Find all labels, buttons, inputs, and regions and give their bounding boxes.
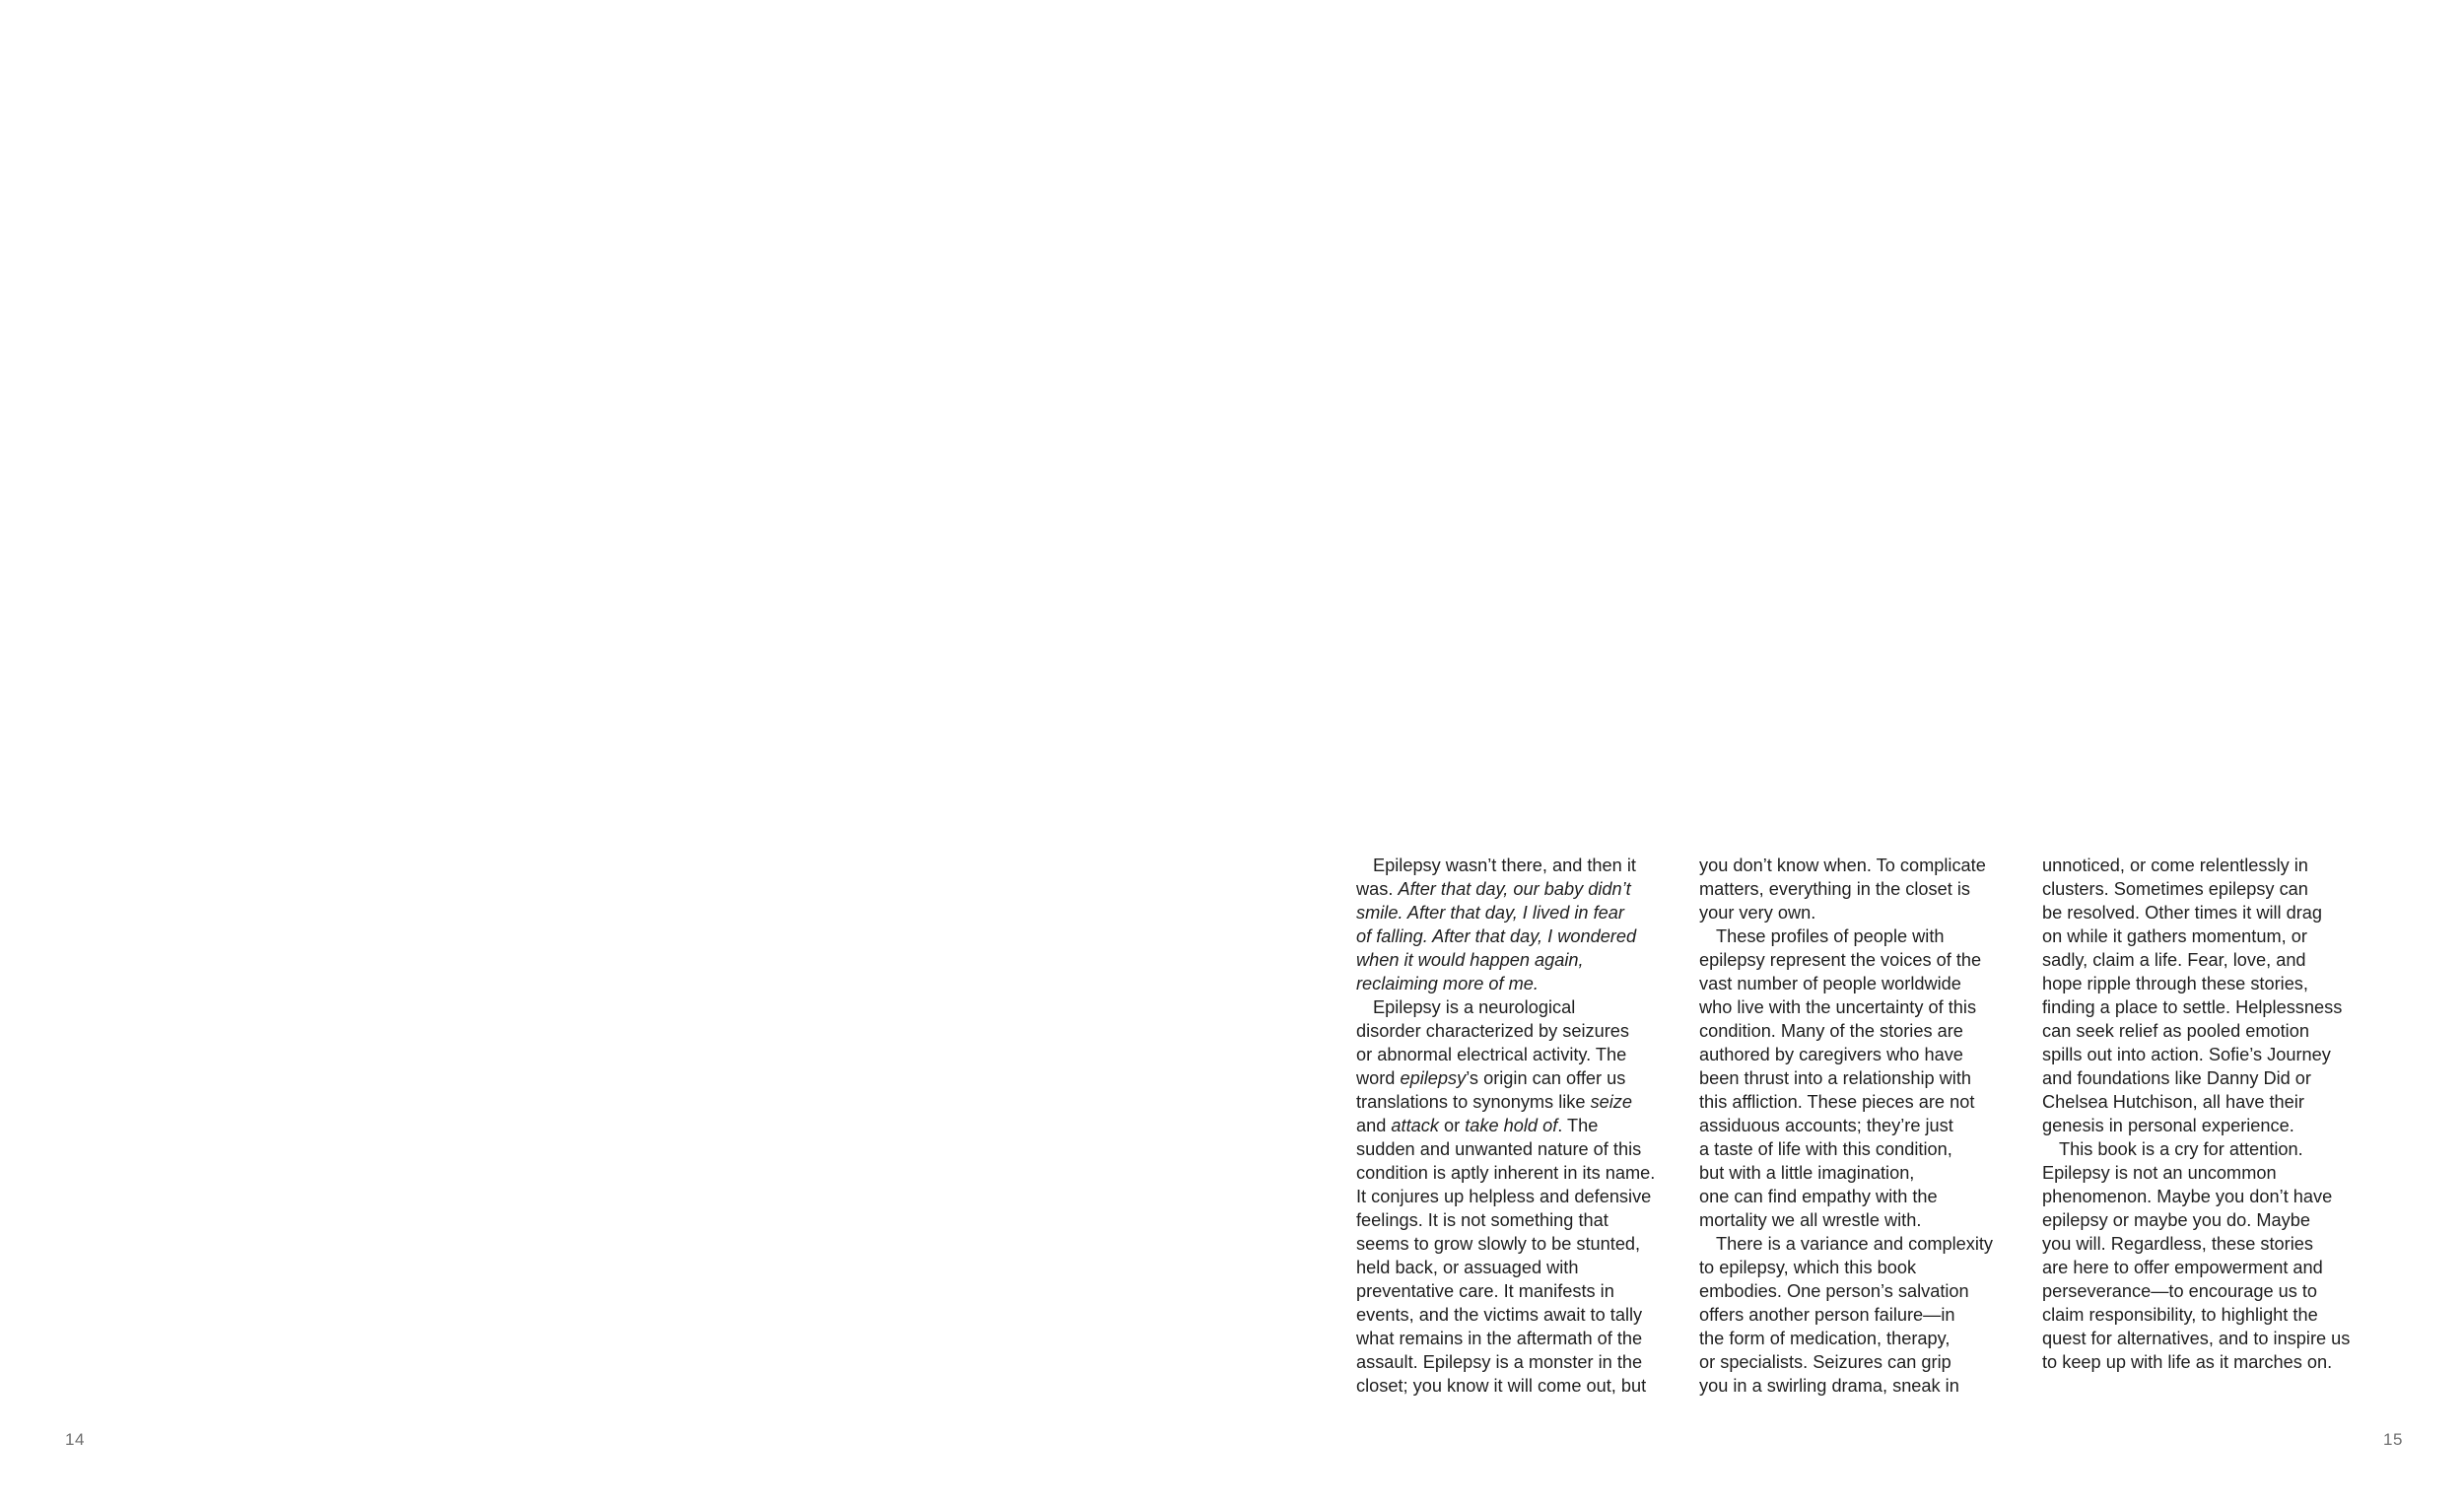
text-segment: epilepsy or maybe you do. Maybe [2042,1210,2310,1230]
text-line [1699,1303,2024,1327]
text-line [1699,1019,2024,1043]
text-line [1699,1114,2024,1137]
text-segment: and foundations like Danny Did or [2042,1068,2311,1088]
text-segment: events, and the victims await to tally [1356,1305,1643,1325]
text-line [2042,854,2367,877]
text-segment: you don’t know when. To complicate [1699,856,1986,875]
text-segment: been thrust into a relationship with [1699,1068,1972,1088]
text-segment: you will. Regardless, these stories [2042,1234,2313,1254]
text-segment: be resolved. Other times it will drag [2042,903,2323,923]
text-line [2042,1279,2367,1303]
text-line [2042,948,2367,972]
text-segment: ’s origin can offer us [1466,1068,1626,1088]
text-segment: or specialists. Seizures can grip [1699,1352,1951,1372]
text-segment: spills out into action. Sofie’s Journey [2042,1045,2331,1064]
text-line [1699,901,2024,924]
text-line [1699,1090,2024,1114]
text-line [1699,1279,2024,1303]
text-line [2042,924,2367,948]
text-segment: . The [1557,1116,1599,1135]
text-segment: but with a little imagination, [1699,1163,1915,1183]
text-segment: It conjures up helpless and defensive [1356,1187,1652,1206]
text-segment: finding a place to settle. Helplessness [2042,997,2343,1017]
text-line [1699,1043,2024,1066]
text-segment: hope ripple through these stories, [2042,974,2308,993]
italic-text: when it would happen again, [1356,950,1584,970]
text-line [1356,854,1681,877]
page-number-right: 15 [2383,1430,2403,1449]
text-line [1356,1043,1681,1066]
text-line [1356,1256,1681,1279]
text-segment: translations to synonyms like [1356,1092,1591,1112]
text-segment: offers another person failure—in [1699,1305,1955,1325]
italic-text: reclaiming more of me. [1356,974,1539,993]
text-line [1356,1019,1681,1043]
text-segment: condition is aptly inherent in its name. [1356,1163,1656,1183]
text-segment: was. [1356,879,1399,899]
text-line [1356,1090,1681,1114]
text-segment: you in a swirling drama, sneak in [1699,1376,1959,1396]
text-line [1699,1374,2024,1398]
text-segment: condition. Many of the stories are [1699,1021,1963,1041]
text-segment: There is a variance and complexity [1716,1234,1994,1254]
text-segment: can seek relief as pooled emotion [2042,1021,2309,1041]
text-line [1699,1185,2024,1208]
text-segment: on while it gathers momentum, or [2042,926,2307,946]
text-line [1699,948,2024,972]
text-segment: sudden and unwanted nature of this [1356,1139,1642,1159]
text-line [1356,972,1681,995]
text-line [2042,1019,2367,1043]
text-segment: authored by caregivers who have [1699,1045,1963,1064]
text-line [2042,972,2367,995]
text-segment: unnoticed, or come relentlessly in [2042,856,2308,875]
text-segment: epilepsy represent the voices of the [1699,950,1982,970]
text-segment: seems to grow slowly to be stunted, [1356,1234,1641,1254]
text-segment: mortality we all wrestle with. [1699,1210,1922,1230]
text-segment: These profiles of people with [1716,926,1945,946]
text-line [1699,1066,2024,1090]
text-segment: this affliction. These pieces are not [1699,1092,1975,1112]
text-line [1356,1232,1681,1256]
text-segment: to keep up with life as it marches on. [2042,1352,2333,1372]
text-line [2042,1066,2367,1090]
text-segment: what remains in the aftermath of the [1356,1329,1643,1348]
text-column-3 [2042,854,2367,1374]
text-segment: are here to offer empowerment and [2042,1258,2323,1277]
text-segment: Epilepsy is not an uncommon [2042,1163,2277,1183]
text-segment: clusters. Sometimes epilepsy can [2042,879,2308,899]
text-line [1356,995,1681,1019]
text-line [1356,1350,1681,1374]
text-segment: or [1438,1116,1466,1135]
text-line [2042,1185,2367,1208]
text-line [1356,1161,1681,1185]
text-line [2042,995,2367,1019]
text-segment: to epilepsy, which this book [1699,1258,1917,1277]
text-line [1356,1303,1681,1327]
text-line [1699,854,2024,877]
text-segment: perseverance—to encourage us to [2042,1281,2318,1301]
text-line [1356,1137,1681,1161]
page-number-left: 14 [65,1430,85,1449]
text-line [2042,1114,2367,1137]
text-line [2042,1232,2367,1256]
text-segment: Epilepsy wasn’t there, and then it [1373,856,1636,875]
text-segment: closet; you know it will come out, but [1356,1376,1647,1396]
text-line [2042,1137,2367,1161]
text-line [2042,1350,2367,1374]
text-segment: or abnormal electrical activity. The [1356,1045,1627,1064]
text-line [1356,1185,1681,1208]
text-line [2042,901,2367,924]
body-text [1356,854,2361,1405]
text-line [1699,1256,2024,1279]
italic-text: seize [1590,1092,1633,1112]
text-line [2042,1161,2367,1185]
text-segment: phenomenon. Maybe you don’t have [2042,1187,2333,1206]
text-line [1356,1374,1681,1398]
text-segment: genesis in personal experience. [2042,1116,2294,1135]
text-line [1699,1208,2024,1232]
text-segment: the form of medication, therapy, [1699,1329,1951,1348]
text-line [1699,995,2024,1019]
text-column-2 [1699,854,2024,1398]
italic-text: After that day, our baby didn’t [1398,879,1631,899]
text-segment: vast number of people worldwide [1699,974,1961,993]
text-segment: This book is a cry for attention. [2059,1139,2303,1159]
text-line [1699,877,2024,901]
text-line [1356,948,1681,972]
text-line [1356,1327,1681,1350]
text-segment: Epilepsy is a neurological [1373,997,1576,1017]
text-segment: quest for alternatives, and to inspire us [2042,1329,2351,1348]
text-line [1699,1327,2024,1350]
text-line [2042,1208,2367,1232]
text-segment: assiduous accounts; they’re just [1699,1116,1953,1135]
text-line [1699,1137,2024,1161]
italic-text: of falling. After that day, I wondered [1356,926,1637,946]
text-line [1699,1350,2024,1374]
text-segment: word [1356,1068,1401,1088]
text-line [1699,1161,2024,1185]
text-line [1356,877,1681,901]
text-line [1356,901,1681,924]
text-segment: Chelsea Hutchison, all have their [2042,1092,2304,1112]
text-line [1699,972,2024,995]
text-segment: your very own. [1699,903,1816,923]
text-segment: a taste of life with this condition, [1699,1139,1952,1159]
text-segment: assault. Epilepsy is a monster in the [1356,1352,1643,1372]
text-segment: claim responsibility, to highlight the [2042,1305,2318,1325]
text-segment: feelings. It is not something that [1356,1210,1608,1230]
text-line [1356,1208,1681,1232]
text-segment: embodies. One person’s salvation [1699,1281,1969,1301]
text-line [2042,1043,2367,1066]
text-line [1356,924,1681,948]
text-line [2042,877,2367,901]
text-segment: held back, or assuaged with [1356,1258,1579,1277]
text-segment: matters, everything in the closet is [1699,879,1970,899]
text-line [1699,924,2024,948]
text-segment: and [1356,1116,1392,1135]
text-line [1356,1114,1681,1137]
text-line [2042,1327,2367,1350]
text-line [2042,1303,2367,1327]
text-line [1356,1279,1681,1303]
text-segment: disorder characterized by seizures [1356,1021,1629,1041]
text-segment: preventative care. It manifests in [1356,1281,1614,1301]
text-segment: who live with the uncertainty of this [1699,997,1977,1017]
text-line [1356,1066,1681,1090]
text-line [2042,1090,2367,1114]
italic-text: epilepsy [1400,1068,1467,1088]
italic-text: smile. After that day, I lived in fear [1356,903,1624,923]
text-segment: sadly, claim a life. Fear, love, and [2042,950,2306,970]
italic-text: attack [1391,1116,1439,1135]
text-line [2042,1256,2367,1279]
text-column-1 [1356,854,1681,1398]
text-line [1699,1232,2024,1256]
text-segment: one can find empathy with the [1699,1187,1938,1206]
italic-text: take hold of [1465,1116,1558,1135]
